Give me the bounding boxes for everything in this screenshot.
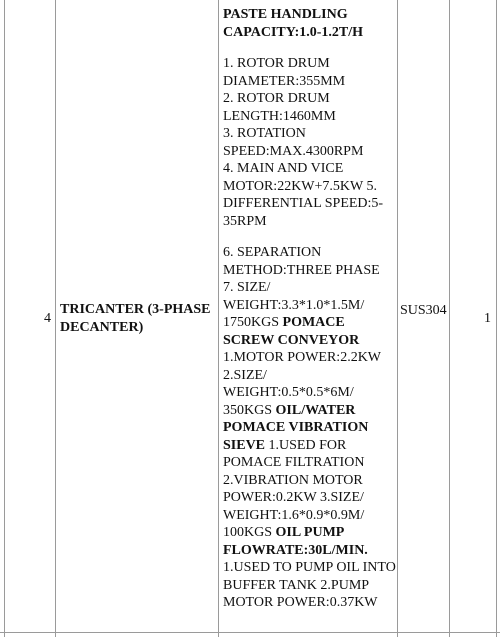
column-divider <box>55 0 56 637</box>
item-specification <box>223 6 397 612</box>
table-border-left <box>4 0 5 637</box>
vibration-sieve-heading: OIL/WATER POMACE VIBRATION SIEVE <box>223 402 369 453</box>
spec-line: 7. SIZE/ WEIGHT:3.3*1.0*1.5M/ 1750KGS <box>223 280 365 330</box>
spec-line: 1. ROTOR DRUM DIAMETER:355MM <box>223 56 346 89</box>
screw-conveyor-heading: POMACE SCREW CONVEYOR <box>223 315 360 348</box>
item-name: TRICANTER (3-PHASE DECANTER) <box>60 302 211 335</box>
spec-line: 3. ROTATION SPEED:MAX.4300RPM <box>223 126 364 159</box>
spec-line: 1.USED TO PUMP OIL INTO BUFFER TANK 2.PUMP MOTOR POWER:0.37KW <box>223 560 396 610</box>
capacity-heading: PASTE HANDLING CAPACITY:1.0-1.2T/H <box>223 7 364 40</box>
spec-line: 6. SEPARATION METHOD:THREE PHASE <box>223 245 380 278</box>
oil-pump-heading: OIL PUMP FLOWRATE:30L/MIN. <box>223 525 368 558</box>
quantity: 1 <box>484 311 491 326</box>
spec-paragraph <box>223 279 397 612</box>
column-divider <box>449 0 450 637</box>
material: SUS304 <box>400 303 447 318</box>
spec-line: 1.USED FOR POMACE FILTRATION 2.VIBRATION MOTOR POWER:0.2KW 3.SIZE/ WEIGHT:1.6*0.9*0.9M/ 100KGS <box>223 437 365 540</box>
row-divider <box>0 632 500 633</box>
spec-line: 2. ROTOR DRUM LENGTH:1460MM <box>223 91 336 124</box>
row-number: 4 <box>44 311 51 326</box>
spec-line: 1.MOTOR POWER:2.2KW 2.SIZE/ WEIGHT:0.5*0.5*6M/ 350KGS <box>223 350 381 418</box>
spec-line: 4. MAIN AND VICE MOTOR:22KW+7.5KW 5. DIFFERENTIAL SPEED:5-35RPM <box>223 161 384 229</box>
table-border-right <box>496 0 497 637</box>
column-divider <box>218 0 219 637</box>
column-divider <box>397 0 398 637</box>
